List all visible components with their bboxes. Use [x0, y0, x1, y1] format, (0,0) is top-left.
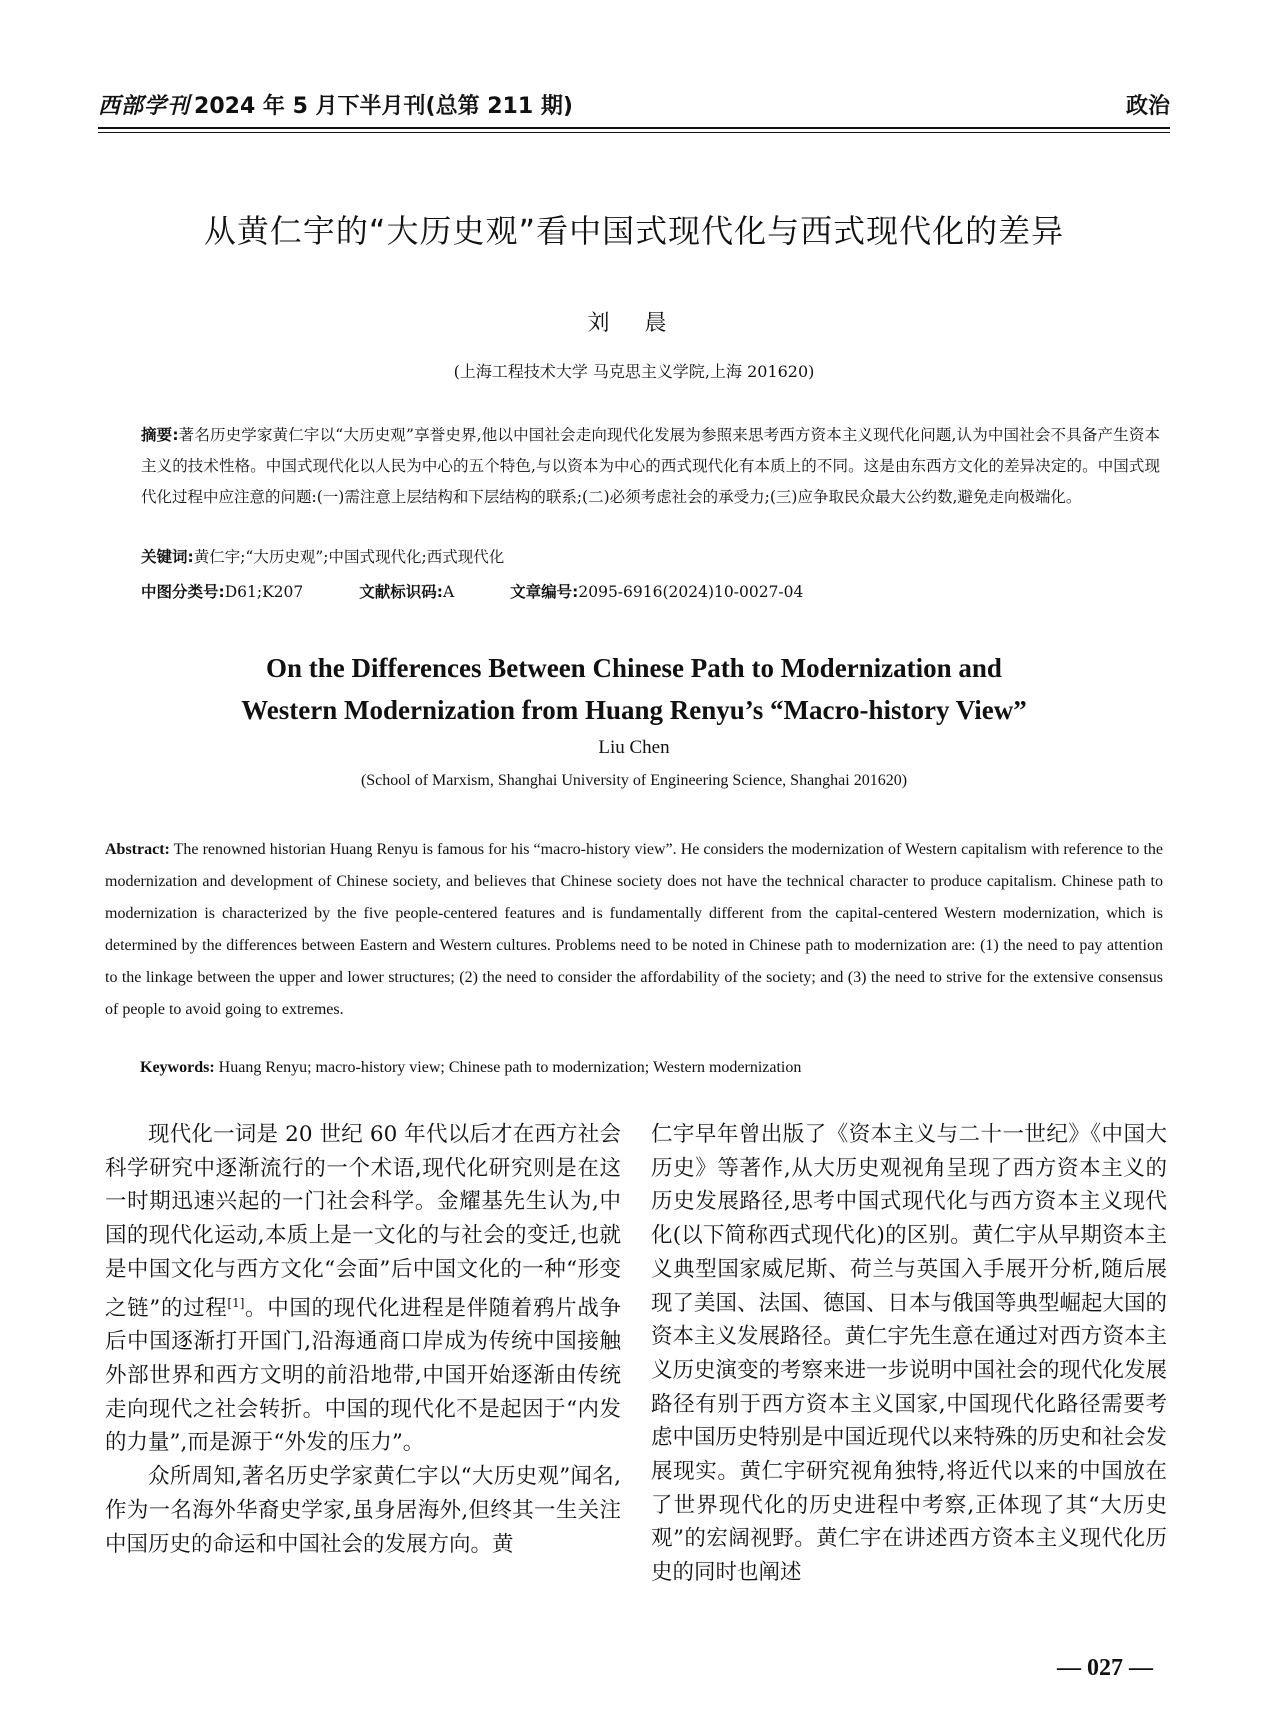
title-chinese: 从黄仁宇的“大历史观”看中国式现代化与西式现代化的差异 — [203, 212, 1065, 250]
clc-code — [141, 580, 303, 602]
affiliation-chinese: (上海工程技术大学 马克思主义学院,上海 201620) — [453, 362, 815, 381]
author-chinese: 刘 晨 — [587, 311, 681, 336]
doc-label: 文献标识码: — [359, 583, 443, 601]
section-tag: 政治 — [1125, 93, 1170, 119]
body-paragraph: 众所周知,著名历史学家黄仁宇以“大历史观”闻名,作为一名海外华裔史学家,虽身居海外,但终其一生关注中国历史的命运和中国社会的发展方向。黄 — [105, 1464, 621, 1557]
journal-issue — [98, 89, 573, 120]
title-english-line1: On the Differences Between Chinese Path to Modernization and — [266, 653, 1002, 683]
issue-info: 2024 年 5 月下半月刊(总第 211 期) — [194, 93, 573, 119]
keywords-label-cn: 关键词: — [141, 548, 194, 566]
header-rule-thin — [98, 132, 1170, 133]
doc-value: A — [442, 583, 455, 601]
clc-value: D61;K207 — [224, 583, 304, 601]
abstract-text-cn: 著名历史学家黄仁宇以“大历史观”享誉史界,他以中国社会走向现代化发展为参照来思考西方资本主义现代化问题,认为中国社会不具备产生资本主义的技术性格。中国式现代化以人民为中心的五个特色,与以资本为中心的西式现代化有本质上的不同。这是由东西方文化的差异决定的。中国式现代化过程中应注意的问题:(一)需注意上层结构和下层结构的联系;(二)必须考虑社会的承受力;(三)应争取民众最大公约数,避免走向极端化。 — [141, 426, 1160, 506]
abstract-english — [105, 834, 1163, 1026]
body-paragraph — [105, 1118, 621, 1460]
clc-label: 中图分类号: — [141, 583, 225, 601]
keywords-chinese — [141, 545, 504, 567]
body-text: 现代化一词是 20 世纪 60 年代以后才在西方社会科学研究中逐渐流行的一个术语,现代化研究则是在这一时期迅速兴起的一门社会科学。金耀基先生认为,中国的现代化运动,本质上是一文化的与社会的变迁,也就是中国文化与西方文化“会面”后中国文化的一种“形变之链”的过程 — [105, 1122, 621, 1321]
article-label: 文章编号: — [510, 583, 579, 601]
header-rule-thick — [98, 127, 1170, 129]
article-value: 2095-6916(2024)10-0027-04 — [578, 583, 804, 601]
body-paragraph: 仁宇早年曾出版了《资本主义与二十一世纪》《中国大历史》等著作,从大历史观视角呈现了西方资本主义的历史发展路径,思考中国式现代化与西方资本主义现代化(以下简称西式现代化)的区别。黄仁宇从早期资本主义典型国家威尼斯、荷兰与英国入手展开分析,随后展现了美国、法国、德国、日本与俄国等典型崛起大国的资本主义发展路径。黄仁宇先生意在通过对西方资本主义历史演变的考察来进一步说明中国社会的现代化发展路径有别于西方资本主义国家,中国现代化路径需要考虑中国历史特别是中国近现代以来特殊的历史和社会发展现实。黄仁宇研究视角独特,将近代以来的中国放在了世界现代化的历史进程中考察,正体现了其“大历史观”的宏阔视野。黄仁宇在讲述西方资本主义现代化历史的同时也阐述 — [651, 1122, 1168, 1586]
affiliation-english: (School of Marxism, Shanghai University of Engineering Science, Shanghai 201620) — [360, 772, 908, 789]
keywords-english — [140, 1059, 801, 1077]
article-number — [510, 580, 803, 602]
keywords-text-en: Huang Renyu; macro-history view; Chinese path to modernization; Western modernization — [218, 1059, 802, 1076]
running-header — [98, 84, 1170, 124]
citation-ref: [1] — [227, 1295, 245, 1310]
abstract-text-en: The renowned historian Huang Renyu is famous for his “macro-history view”. He considers the modernization of Western capitalism with reference to the modernization and development of Chinese society, and believes that Chinese society does not have the technical character to produce capitalism. Chinese path to modernization is characterized by the five people-centered features and is fundamentally different from the capital-centered Western modernization, which is determined by the differences between Eastern and Western cultures. Problems need to be noted in Chinese path to modernization are: (1) the need to pay attention to the linkage between the upper and lower structures; (2) the need to consider the affordability of the society; and (3) the need to strive for the extensive consensus of people to avoid going to extremes. — [105, 841, 1163, 1018]
journal-logo: 西部学刊 — [98, 92, 191, 119]
keywords-text-cn: 黄仁宇;“大历史观”;中国式现代化;西式现代化 — [193, 548, 505, 566]
abstract-label-en: Abstract: — [105, 841, 170, 858]
title-english — [60, 647, 1208, 731]
doc-code — [359, 580, 454, 602]
body-column-right — [651, 1118, 1167, 1590]
abstract-label-cn: 摘要: — [141, 426, 179, 444]
page-number: — 027 — — [1057, 1655, 1153, 1681]
body-text: 。中国的现代化进程是伴随着鸦片战争后中国逐渐打开国门,沿海通商口岸成为传统中国接触外部世界和西方文明的前沿地带,中国开始逐渐由传统走向现代之社会转折。中国的现代化不是起因于“内发的力量”,而是源于“外发的压力”。 — [105, 1295, 621, 1456]
abstract-chinese — [141, 420, 1160, 513]
title-english-line2: Western Modernization from Huang Renyu’s “Macro-history View” — [241, 695, 1027, 725]
author-english: Liu Chen — [598, 737, 670, 758]
keywords-label-en: Keywords: — [140, 1059, 215, 1076]
body-column-left — [105, 1118, 621, 1561]
classification-line — [141, 580, 803, 602]
